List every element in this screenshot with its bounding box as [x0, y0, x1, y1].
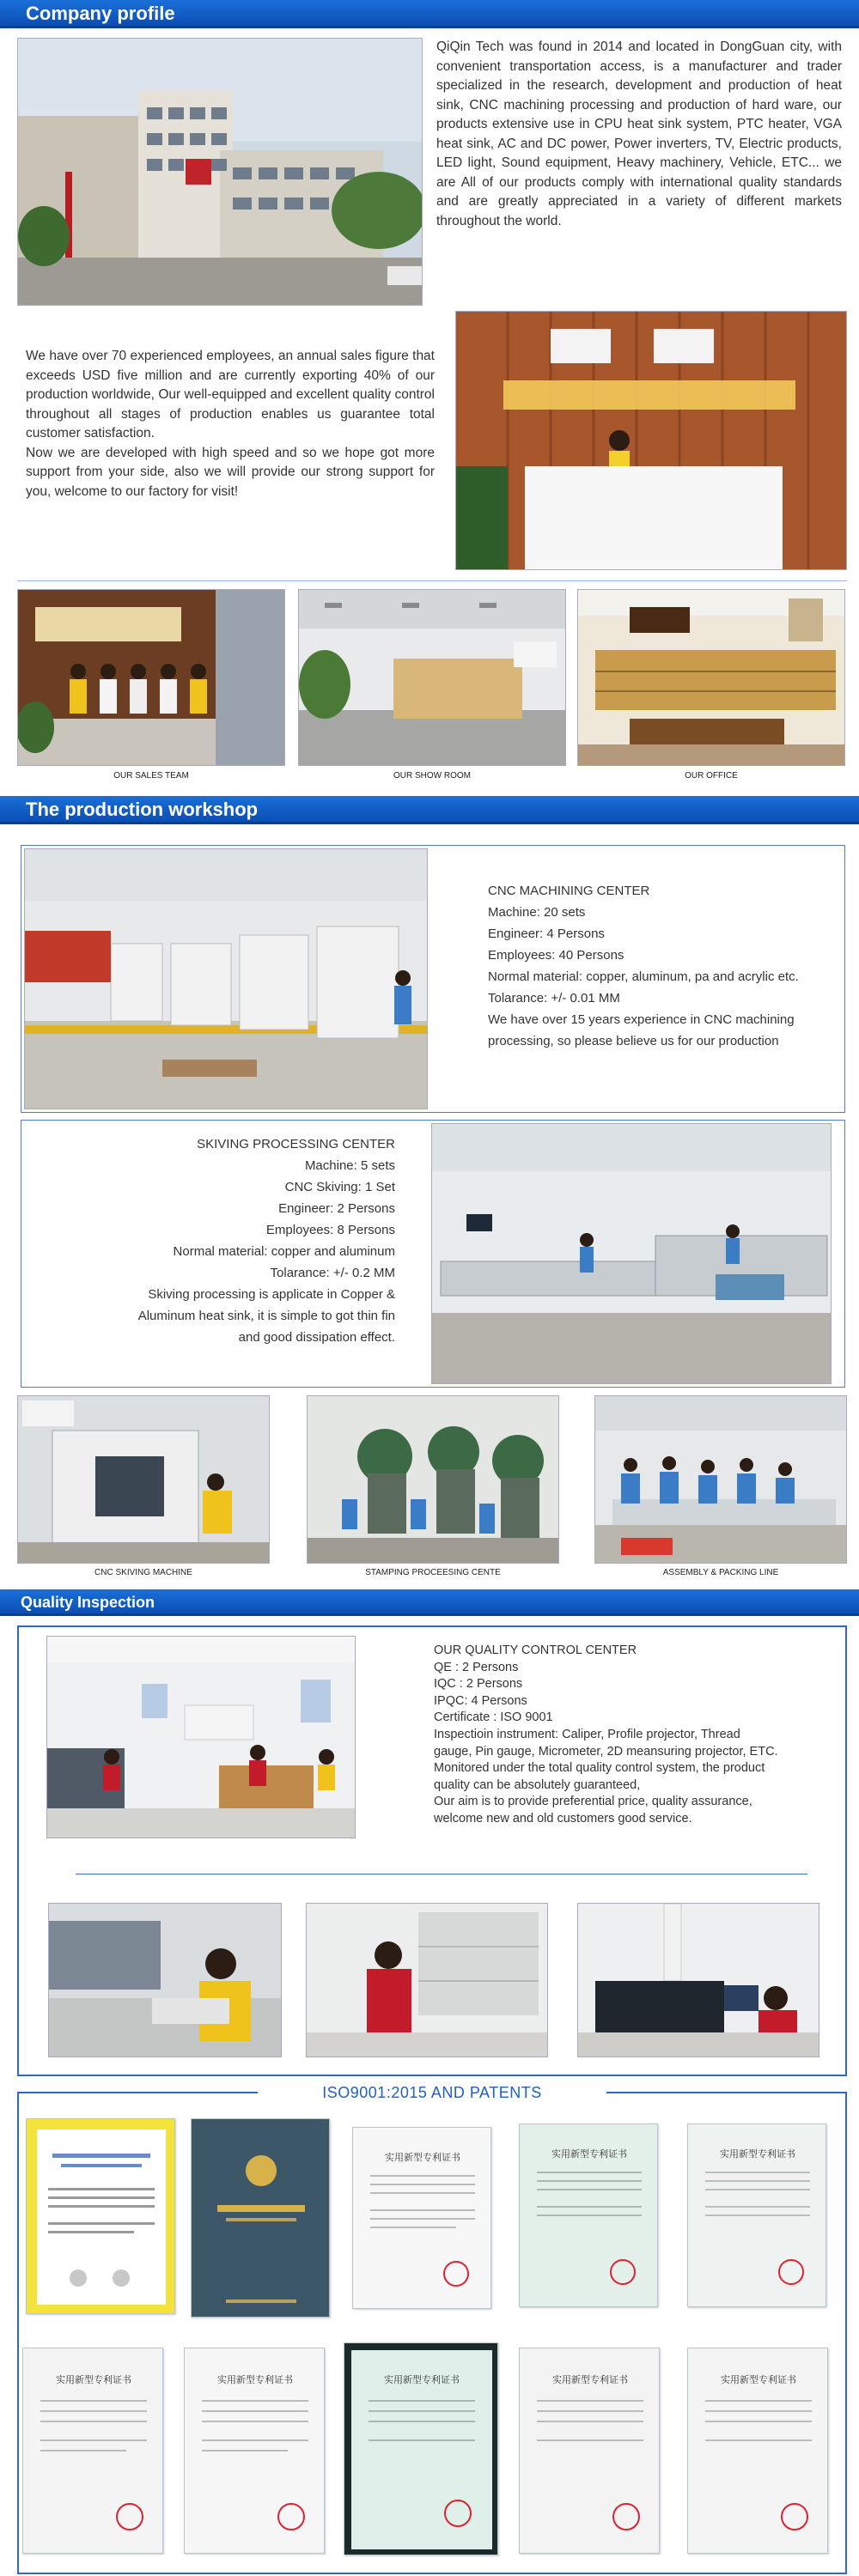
qc-line: Our aim is to provide preferential price, quality assurance,: [434, 1795, 752, 1809]
qc-line: quality can be absolutely guaranteed,: [434, 1777, 641, 1792]
cnc-line: processing, so please believe us for our production: [488, 1034, 779, 1048]
qc-line: IPQC: 4 Persons: [434, 1693, 527, 1708]
reception-photo: [455, 311, 847, 570]
skiving-line: Tolarance: +/- 0.2 MM: [270, 1266, 395, 1280]
cnc-line: CNC MACHINING CENTER: [488, 884, 650, 898]
patent-certificate-5: [184, 2348, 325, 2554]
skiving-line: Normal material: copper and aluminum: [173, 1244, 395, 1259]
patent-certificate-6: [344, 2342, 498, 2555]
certificates-title: ISO9001:2015 AND PATENTS: [258, 2084, 606, 2102]
skiving-line: Employees: 8 Persons: [265, 1223, 395, 1237]
office-photo: [577, 589, 845, 766]
employees-paragraph: We have over 70 experienced employees, an annual sales figure that exceeds USD five million and are currently exporting 40% of our production worldwide, Our well-equipped and excellent quality control throughout all stages of production enables us guarantee total customer satisfaction.: [26, 349, 435, 440]
qc-inspection-photo-2: [306, 1903, 548, 2057]
iso-certificate: [26, 2118, 175, 2314]
patent-certificate-2: [519, 2123, 658, 2307]
cnc-line: Machine: 20 sets: [488, 905, 586, 920]
caption-sales-team: OUR SALES TEAM: [113, 771, 189, 781]
patent-heading: 实用新型专利证书: [720, 2149, 795, 2160]
qc-line: OUR QUALITY CONTROL CENTER: [434, 1643, 637, 1657]
qc-line: IQC : 2 Persons: [434, 1677, 523, 1692]
divider-line: [17, 580, 847, 581]
caption-show-room: OUR SHOW ROOM: [393, 771, 471, 781]
skiving-line: SKIVING PROCESSING CENTER: [197, 1137, 395, 1151]
patent-heading: 实用新型专利证书: [56, 2375, 131, 2385]
skiving-line: Aluminum heat sink, it is simple to got thin fin: [137, 1309, 395, 1323]
section-header-quality: [0, 1589, 859, 1616]
patent-book-cover: [191, 2118, 330, 2318]
qc-spec-text: [434, 1643, 838, 1828]
patent-heading: 实用新型专利证书: [551, 2149, 627, 2160]
patent-heading: 实用新型专利证书: [217, 2375, 293, 2385]
cnc-spec-text: [488, 880, 840, 1052]
patent-heading: 实用新型专利证书: [384, 2375, 460, 2385]
stamping-center-photo: [307, 1395, 559, 1564]
cnc-line: Tolarance: +/- 0.01 MM: [488, 991, 620, 1005]
qc-line: Monitored under the total quality control system, the product: [434, 1761, 765, 1776]
section-title: Company profile: [26, 3, 175, 24]
skiving-line: and good dissipation effect.: [238, 1330, 395, 1345]
patent-heading: 实用新型专利证书: [721, 2375, 796, 2385]
cnc-line: We have over 15 years experience in CNC machining: [488, 1012, 795, 1027]
patent-heading: 实用新型专利证书: [385, 2153, 460, 2163]
cnc-workshop-photo: [24, 848, 428, 1109]
section-title: Quality Inspection: [21, 1594, 155, 1611]
patent-certificate-1: [352, 2127, 491, 2309]
caption-office: OUR OFFICE: [685, 771, 738, 781]
sales-team-photo: [17, 589, 285, 766]
qc-line: Inspectioin instrument: Caliper, Profile projector, Thread: [434, 1727, 740, 1741]
patent-heading: 实用新型专利证书: [552, 2375, 628, 2385]
caption-assembly: ASSEMBLY & PACKING LINE: [662, 1568, 779, 1577]
qc-line: Certificate : ISO 9001: [434, 1710, 553, 1725]
patent-sheet: [351, 2350, 492, 2549]
qc-line: QE : 2 Persons: [434, 1660, 519, 1674]
cnc-line: Engineer: 4 Persons: [488, 927, 605, 941]
skiving-line: Engineer: 2 Persons: [278, 1201, 395, 1216]
section-title: The production workshop: [26, 799, 259, 820]
assembly-line-photo: [594, 1395, 847, 1564]
company-intro-text: [436, 38, 842, 231]
section-header-workshop: [0, 796, 859, 824]
qc-inspection-photo-3: [577, 1903, 819, 2057]
patent-certificate-4: [22, 2348, 163, 2554]
welcome-paragraph: Now we are developed with high speed and so we hope got more support from your side, also we will provide our strong support for you, welcome to our factory for visit!: [26, 445, 435, 499]
caption-cnc-skiving: CNC SKIVING MACHINE: [94, 1568, 192, 1577]
caption-stamping: STAMPING PROCEESING CENTE: [365, 1568, 501, 1577]
show-room-photo: [298, 589, 566, 766]
qc-line: gauge, Pin gauge, Micrometer, 2D meansuring projector, ETC.: [434, 1744, 778, 1759]
patent-certificate-3: [687, 2123, 826, 2307]
intro-paragraph: QiQin Tech was found in 2014 and located in DongGuan city, with convenient transportation access, is a manufacturer and trader specialized in the research, development and production of heat sink, CNC machining processing and production of hard ware, our products extensive use in CPU heat sink system, PTC heater, VGA heat sink, AC and DC power, Power inverters, TV, Electric products, LED light, Sound equipment, Heavy machinery, Vehicle, ETC... we are All of our products comply with international quality standards and are greatly appreciated in a variety of different markets throughout the world.: [436, 39, 842, 228]
cnc-skiving-machine-photo: [17, 1395, 270, 1564]
qc-line: welcome new and old customers good service.: [434, 1811, 692, 1826]
section-header-company: [0, 0, 859, 28]
skiving-workshop-photo: [431, 1123, 832, 1384]
patent-certificate-7: [519, 2348, 660, 2554]
qc-inspection-photo-1: [48, 1903, 282, 2057]
cnc-line: Employees: 40 Persons: [488, 948, 624, 963]
skiving-line: CNC Skiving: 1 Set: [284, 1180, 395, 1194]
patent-certificate-8: [687, 2348, 828, 2554]
skiving-line: Skiving processing is applicate in Copper &: [148, 1287, 395, 1302]
skiving-line: Machine: 5 sets: [304, 1158, 395, 1173]
company-employees-text: [26, 347, 435, 501]
cnc-line: Normal material: copper, aluminum, pa and acrylic etc.: [488, 969, 799, 984]
qc-room-photo: [46, 1636, 356, 1838]
company-building-photo: [17, 38, 423, 306]
skiving-spec-text: [52, 1133, 395, 1348]
